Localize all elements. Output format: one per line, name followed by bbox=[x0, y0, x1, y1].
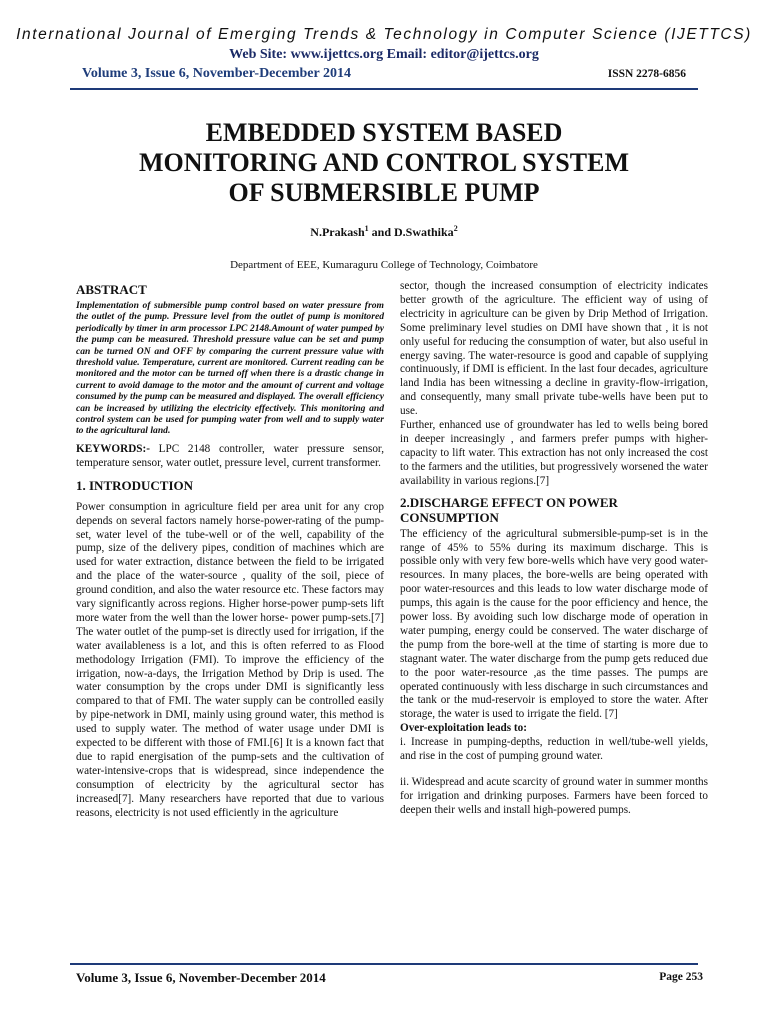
title-line: OF SUBMERSIBLE PUMP bbox=[228, 178, 540, 207]
intro-heading: 1. INTRODUCTION bbox=[76, 477, 194, 493]
header-volume: Volume 3, Issue 6, November-December 2014 bbox=[82, 66, 351, 81]
paragraph: The efficiency of the agricultural submersible-pump-set is in the range of 45% to 55% during its maximum discharge. This is possible only with very few bore-wells which have very good water-resources. In many places, the bore-wells are being operated with poor water-resources and this leads to low water discharge mode of pumps, this again is the cause for the poor efficiency and hence, the power loss. By avoiding such low discharge mode of operation in water pumping, energy could be conserved. The water discharge of the pump from the bore-well at the time of starting is more due to stagnant water. The water discharge from the pump gets reduced due to the poor water-resource ,as the time passes. The pumps are operated continuously with less discharge in such circumstances and the tank or the mud-reservoir is employed to store the water. After storage, the water is used to irrigate the field. [7] bbox=[400, 527, 708, 721]
left-column bbox=[76, 280, 384, 821]
paragraph: Further, enhanced use of groundwater has led to wells being bored in deeper increasingly , and farmers prefer pumps with higher-capacity to lift water. This extraction has not only increased the cost to the farmers and the utilities, but progressively worsened the water availability in various regions.[7] bbox=[400, 419, 708, 487]
list-item: ii. Widespread and acute scarcity of ground water in summer months for irrigation and drinking purposes. Farmers have been forced to deepen their wells and install high-powered pumps. bbox=[400, 776, 708, 816]
author-1-affil: 1 bbox=[364, 224, 369, 233]
abstract-text: Implementation of submersible pump control based on water pressure from the outlet of the pump. Pressure level from the outlet of pump is monitored periodically by timer in arm processor LPC 2148.Amount of water pumped by the pump can be measured. Threshold pressure value can be set and pump can be turned ON and OFF by comparing the current pressure value with threshold value. Temperature, current are monitored. Current reading can be monitored and the motor can be turned off when there is a drastic change in current to avoid damage to the motor and the amount of current and voltage consumed by the pump can be measured and displayed. The overall efficiency can be increased by utilizing the electricity effectively. This monitoring and control system can be used for pumping water from well and to supply water to the agricultural land. bbox=[76, 300, 384, 437]
author-and: and bbox=[368, 225, 394, 239]
author-1: N.Prakash bbox=[310, 225, 365, 239]
journal-title: International Journal of Emerging Trends & Technology in Computer Science (IJETTCS) bbox=[16, 26, 752, 43]
author-2-affil: 2 bbox=[453, 224, 458, 233]
intro-text: Power consumption in agriculture field per area unit for any crop depends on several factors namely horse-power-rating of the pump-set, water level of the tube-well or of the well, capability of the pump, size of the delivery pipes, condition of machines which are used for water extraction, distance between the field to be irrigated and the place of the water-source , quality of the soil, piece of ground condition, and also the water resource etc. These factors may vary significantly across regions. Higher horse-power pump-sets lift more water from the well than the lower horse- power pump-sets.[7] The water outlet of the pump-set is directly used for irrigation, if the water availableness is a lot, and this is often referred to as Flood methodology Irrigation (FMI). To improve the efficiency of the irrigation, now-a-days, the Irrigation Method by Drip is used. The water consumption by the crops under DMI is significantly less compared to that of FMI. The water supply can be controlled easily by pipe-network in DMI, mainly using ground water, this method is used to supply water. The method of water usage under DMI is expected to be different with those of FMI.[6] It is a known fact that due to rapid energisation of the pump-sets and the cultivation of water-intensive-crops that is widespread, since independence the consumption of electricity by the agricultural sector has increased[7]. Many researchers have reported that due to various reasons, electricity is not used efficiently in the agriculture bbox=[76, 500, 384, 819]
author-2: D.Swathika bbox=[394, 225, 454, 239]
footer-volume: Volume 3, Issue 6, November-December 2014 bbox=[76, 970, 326, 985]
title-line: EMBEDDED SYSTEM BASED bbox=[205, 118, 563, 147]
affiliation: Department of EEE, Kumaraguru College of Technology, Coimbatore bbox=[230, 259, 538, 271]
keywords bbox=[76, 443, 384, 471]
abstract-heading: ABSTRACT bbox=[76, 282, 147, 297]
page-number: Page 253 bbox=[659, 971, 703, 983]
issn: ISSN 2278-6856 bbox=[607, 68, 686, 80]
discharge-heading: 2.DISCHARGE EFFECT ON POWER CONSUMPTION bbox=[400, 494, 618, 525]
authors bbox=[0, 224, 768, 240]
paper-title bbox=[84, 118, 684, 208]
title-line: MONITORING AND CONTROL SYSTEM bbox=[139, 148, 629, 177]
right-column bbox=[400, 280, 708, 818]
overexploitation-label: Over-exploitation leads to: bbox=[400, 722, 527, 735]
list-item: i. Increase in pumping-depths, reduction in well/tube-well yields, and rise in the cost of pumping ground water. bbox=[400, 736, 708, 763]
journal-website: Web Site: www.ijettcs.org Email: editor@ijettcs.org bbox=[229, 47, 539, 62]
spacer bbox=[400, 764, 708, 776]
keywords-label: KEYWORDS:- bbox=[76, 442, 150, 455]
header-rule bbox=[70, 88, 698, 90]
paragraph: sector, though the increased consumption of electricity indicates better growth of the agriculture. The efficient way of using of electricity in agriculture can be given by Drip Method of Irrigation. Some preliminary level studies on DMI have shown that , it is not only useful for reducing the consumption of water, but also useful in energy saving. The water-resource is good and capable of supplying continuously, if DMI is efficient. In the last four decades, agriculture land India has been witnessing a decline in gravity-flow-irrigation, and consequently, many small private tube-wells have been put to use. bbox=[400, 280, 708, 418]
keywords-text: LPC 2148 controller, water pressure sensor, temperature sensor, water outlet, pressure level, current transformer. bbox=[76, 442, 384, 469]
footer-rule bbox=[70, 963, 698, 965]
